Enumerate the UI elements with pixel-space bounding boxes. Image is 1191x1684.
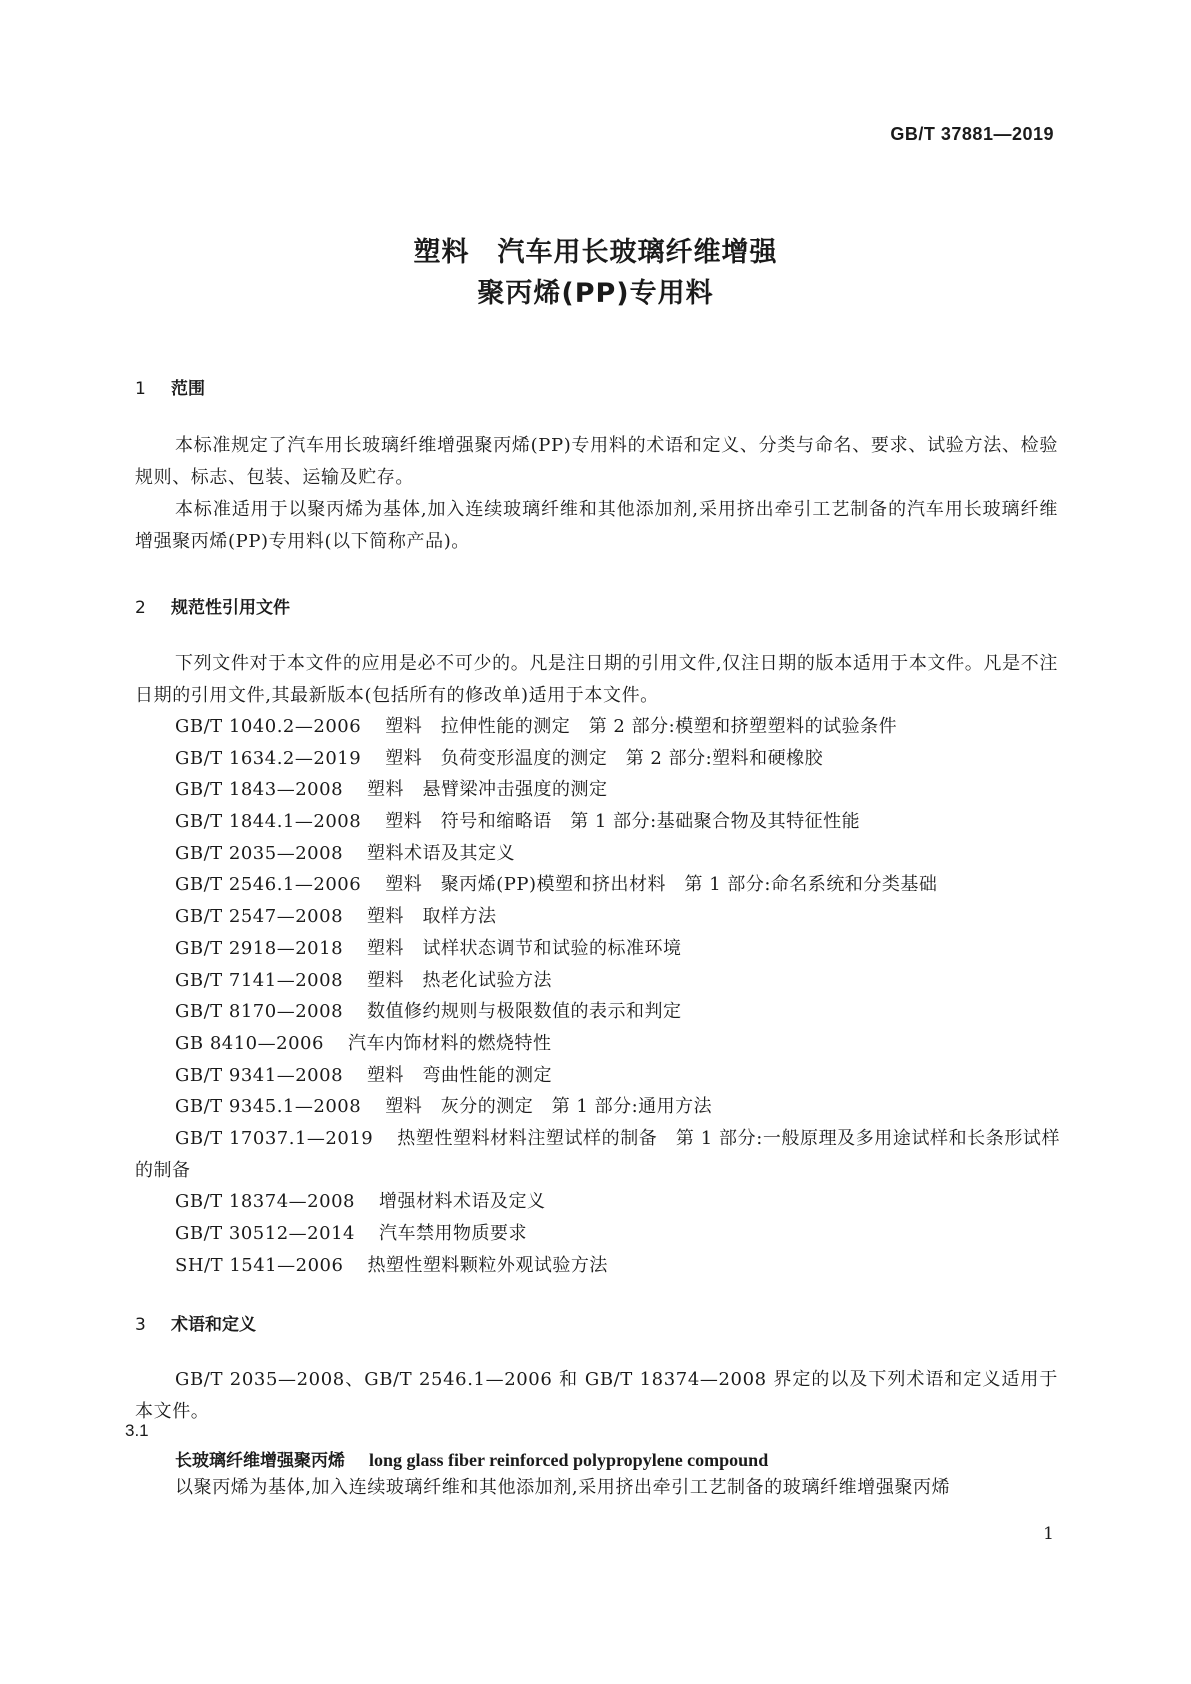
- section-number: 3: [135, 1315, 146, 1335]
- reference-code: GB/T 9341—2008: [175, 1064, 344, 1086]
- reference-code: GB 8410—2006: [175, 1032, 324, 1054]
- reference-title: 塑料 拉伸性能的测定 第 2 部分:模塑和挤塑塑料的试验条件: [385, 716, 898, 737]
- reference-title: 塑料 热老化试验方法: [367, 969, 553, 991]
- section-1-heading: [135, 374, 205, 399]
- reference-item: [175, 1218, 1060, 1250]
- reference-code: GB/T 1634.2—2019: [175, 747, 362, 769]
- reference-title: 塑料 悬臂梁冲击强度的测定: [367, 779, 608, 801]
- reference-code: GB/T 17037.1—2019: [175, 1127, 374, 1149]
- term-number: 3.1: [125, 1421, 149, 1440]
- term-entry: [175, 1446, 768, 1471]
- reference-code: GB/T 7141—2008: [175, 969, 344, 991]
- reference-title: 塑料 试样状态调节和试验的标准环境: [367, 937, 682, 959]
- reference-title: 塑料 弯曲性能的测定: [367, 1064, 553, 1086]
- section-3-heading: [135, 1310, 256, 1335]
- reference-code: GB/T 18374—2008: [175, 1191, 355, 1213]
- section-title: 术语和定义: [171, 1315, 256, 1335]
- reference-item: [175, 1060, 1060, 1092]
- reference-item: [175, 901, 1060, 933]
- references-intro-paragraph: 下列文件对于本文件的应用是必不可少的。凡是注日期的引用文件,仅注日期的版本适用于本文件。凡是不注日期的引用文件,其最新版本(包括所有的修改单)适用于本文件。: [135, 653, 1058, 706]
- reference-code: GB/T 30512—2014: [175, 1223, 355, 1245]
- reference-item: [175, 933, 1060, 965]
- reference-code: GB/T 2035—2008: [175, 842, 344, 864]
- page-number: 1: [1043, 1524, 1054, 1544]
- reference-item: [175, 869, 1060, 901]
- reference-code: GB/T 2546.1—2006: [175, 874, 362, 896]
- reference-code: GB/T 2918—2018: [175, 937, 344, 959]
- reference-item: [175, 965, 1060, 997]
- title-line-1: 塑料 汽车用长玻璃纤维增强: [413, 237, 778, 268]
- reference-title: 数值修约规则与极限数值的表示和判定: [367, 1001, 682, 1023]
- reference-item: [175, 1091, 1060, 1123]
- reference-item: [175, 743, 1060, 775]
- section-number: 2: [135, 598, 146, 618]
- reference-title: 汽车内饰材料的燃烧特性: [347, 1032, 552, 1054]
- reference-item: [175, 774, 1060, 806]
- section-2-heading: [135, 593, 290, 618]
- section-title: 规范性引用文件: [171, 598, 290, 618]
- reference-code: GB/T 2547—2008: [175, 906, 344, 928]
- term-name-en: long glass fiber reinforced polypropylene compound: [369, 1450, 769, 1470]
- reference-code: GB/T 9345.1—2008: [175, 1096, 362, 1118]
- reference-title: 塑料 取样方法: [367, 906, 497, 928]
- reference-item: [135, 1123, 1060, 1186]
- term-name-zh: 长玻璃纤维增强聚丙烯: [175, 1451, 345, 1471]
- standard-code: GB/T 37881—2019: [890, 124, 1054, 144]
- reference-title: 汽车禁用物质要求: [378, 1223, 527, 1245]
- term-definition: 以聚丙烯为基体,加入连续玻璃纤维和其他添加剂,采用挤出牵引工艺制备的玻璃纤维增强聚丙烯: [175, 1477, 951, 1498]
- section-title: 范围: [171, 379, 205, 399]
- terms-intro-paragraph: GB/T 2035—2008、GB/T 2546.1—2006 和 GB/T 18374—2008 界定的以及下列术语和定义适用于本文件。: [135, 1369, 1058, 1422]
- reference-title: 塑料 灰分的测定 第 1 部分:通用方法: [385, 1096, 713, 1118]
- reference-code: GB/T 1040.2—2006: [175, 716, 362, 737]
- scope-paragraph-1: 本标准规定了汽车用长玻璃纤维增强聚丙烯(PP)专用料的术语和定义、分类与命名、要求、试验方法、检验规则、标志、包装、运输及贮存。: [135, 435, 1058, 488]
- scope-paragraph-2: 本标准适用于以聚丙烯为基体,加入连续玻璃纤维和其他添加剂,采用挤出牵引工艺制备的汽车用长玻璃纤维增强聚丙烯(PP)专用料(以下简称产品)。: [135, 499, 1058, 552]
- reference-title: 塑料术语及其定义: [367, 842, 516, 864]
- reference-item: [175, 711, 1060, 743]
- reference-item: [175, 838, 1060, 870]
- document-title: [0, 232, 1191, 314]
- reference-code: GB/T 8170—2008: [175, 1001, 344, 1023]
- reference-title: 热塑性塑料颗粒外观试验方法: [367, 1254, 608, 1276]
- title-line-2: 聚丙烯(PP)专用料: [477, 278, 714, 309]
- reference-item: [175, 996, 1060, 1028]
- reference-item: [175, 1250, 1060, 1282]
- reference-title: 热塑性塑料材料注塑试样的制备 第 1 部分:一般原理及多用途试样和长条形试样的制备: [135, 1127, 1060, 1181]
- reference-title: 塑料 负荷变形温度的测定 第 2 部分:塑料和硬橡胶: [385, 747, 824, 769]
- reference-title: 塑料 符号和缩略语 第 1 部分:基础聚合物及其特征性能: [385, 811, 861, 833]
- section-number: 1: [135, 379, 146, 399]
- normative-references-list: [135, 711, 1060, 1281]
- reference-code: GB/T 1844.1—2008: [175, 811, 362, 833]
- reference-title: 增强材料术语及定义: [378, 1191, 546, 1213]
- reference-code: GB/T 1843—2008: [175, 779, 344, 801]
- reference-item: [175, 1028, 1060, 1060]
- reference-code: SH/T 1541—2006: [175, 1254, 344, 1276]
- reference-item: [175, 1186, 1060, 1218]
- reference-title: 塑料 聚丙烯(PP)模塑和挤出材料 第 1 部分:命名系统和分类基础: [385, 874, 938, 896]
- reference-item: [175, 806, 1060, 838]
